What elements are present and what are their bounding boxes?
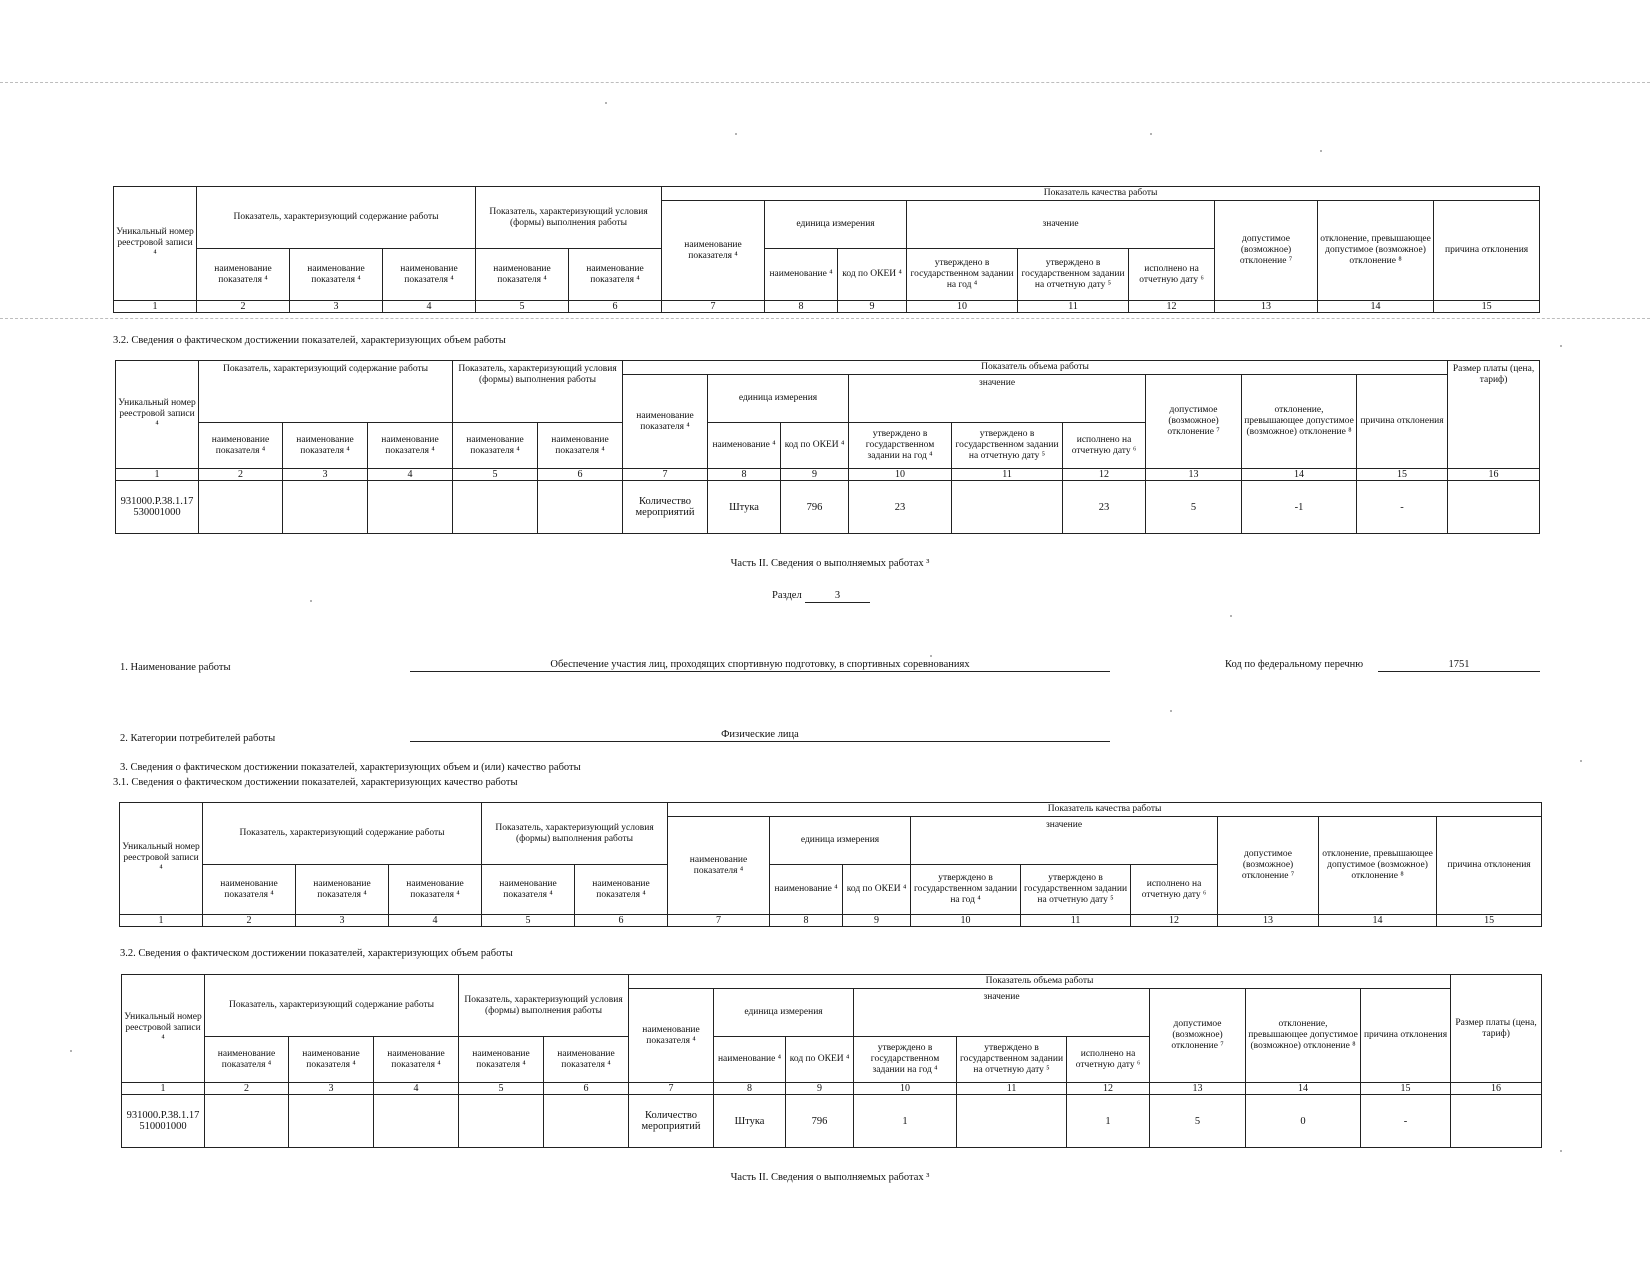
okei-header: код по ОКЕИ ⁴ bbox=[786, 1037, 854, 1083]
column-number: 8 bbox=[708, 469, 781, 481]
column-number: 8 bbox=[765, 301, 838, 313]
unit-name-header: наименование ⁴ bbox=[770, 865, 843, 915]
column-number: 1 bbox=[120, 915, 203, 927]
content-group-header: Показатель, характеризующий содержание работы bbox=[203, 803, 482, 865]
reg-number-cell: 931000.Р.38.1.17 530001000 bbox=[116, 481, 199, 534]
exceeding-header: отклонение, превышающее допустимое (возможное) отклонение ⁸ bbox=[1319, 817, 1437, 915]
allowed-header: допустимое (возможное) отклонение ⁷ bbox=[1218, 817, 1319, 915]
sub-indicator-header: наименование показателя ⁴ bbox=[199, 423, 283, 469]
indicator-cell: Количество мероприятий bbox=[629, 1095, 714, 1148]
column-number: 15 bbox=[1361, 1083, 1451, 1095]
scan-speck bbox=[1170, 710, 1172, 712]
scan-speck bbox=[735, 133, 737, 135]
consumers-underline bbox=[410, 741, 1110, 742]
executed-header: исполнено на отчетную дату ⁶ bbox=[1131, 865, 1218, 915]
column-number: 1 bbox=[116, 469, 199, 481]
sub-indicator-header: наименование показателя ⁴ bbox=[476, 249, 569, 301]
sub-indicator-header: наименование показателя ⁴ bbox=[290, 249, 383, 301]
scan-speck bbox=[605, 102, 607, 104]
column-number: 13 bbox=[1218, 915, 1319, 927]
executed-header: исполнено на отчетную дату ⁶ bbox=[1063, 423, 1146, 469]
content-group-header: Показатель, характеризующий содержание работы bbox=[205, 975, 459, 1037]
column-number: 7 bbox=[623, 469, 708, 481]
reason-header: причина отклонения bbox=[1434, 201, 1540, 301]
approved-date-header: утверждено в государственном задании на отчетную дату ⁵ bbox=[1021, 865, 1131, 915]
column-number: 4 bbox=[374, 1083, 459, 1095]
table-row bbox=[116, 481, 1540, 534]
sub-indicator-header: наименование показателя ⁴ bbox=[283, 423, 368, 469]
scan-speck bbox=[1560, 1150, 1562, 1152]
value-group-header: значение bbox=[849, 375, 1146, 423]
conditions-group-header: Показатель, характеризующий условия (формы) выполнения работы bbox=[459, 975, 629, 1037]
sub-indicator-header: наименование показателя ⁴ bbox=[453, 423, 538, 469]
exceeding-header: отклонение, превышающее допустимое (возможное) отклонение ⁸ bbox=[1318, 201, 1434, 301]
col-reg-header: Уникальный номер реестровой записи ⁴ bbox=[122, 975, 205, 1083]
quality-group-header: Показатель качества работы bbox=[668, 803, 1542, 817]
column-number: 9 bbox=[838, 301, 907, 313]
empty-cell bbox=[283, 481, 368, 534]
approved-year-cell: 23 bbox=[849, 481, 952, 534]
indicator-name-header: наименование показателя ⁴ bbox=[668, 817, 770, 915]
empty-cell bbox=[374, 1095, 459, 1148]
column-number: 13 bbox=[1150, 1083, 1246, 1095]
column-number: 11 bbox=[1018, 301, 1129, 313]
column-number: 16 bbox=[1448, 469, 1540, 481]
column-number: 8 bbox=[770, 915, 843, 927]
column-number: 14 bbox=[1318, 301, 1434, 313]
empty-cell bbox=[289, 1095, 374, 1148]
approved-date-header: утверждено в государственном задании на отчетную дату ⁵ bbox=[957, 1037, 1067, 1083]
unit-name-header: наименование ⁴ bbox=[708, 423, 781, 469]
empty-cell bbox=[199, 481, 283, 534]
scan-speck bbox=[1580, 760, 1582, 762]
section-number: 3 bbox=[834, 590, 841, 601]
unit-cell: Штука bbox=[708, 481, 781, 534]
reason-header: причина отклонения bbox=[1437, 817, 1542, 915]
sub-indicator-header: наименование показателя ⁴ bbox=[569, 249, 662, 301]
empty-cell bbox=[205, 1095, 289, 1148]
sub-indicator-header: наименование показателя ⁴ bbox=[374, 1037, 459, 1083]
executed-header: исполнено на отчетную дату ⁶ bbox=[1067, 1037, 1150, 1083]
consumers-label: 2. Категории потребителей работы bbox=[120, 733, 276, 744]
okei-header: код по ОКЕИ ⁴ bbox=[838, 249, 907, 301]
okei-cell: 796 bbox=[781, 481, 849, 534]
sub-indicator-header: наименование показателя ⁴ bbox=[296, 865, 389, 915]
sub-indicator-header: наименование показателя ⁴ bbox=[368, 423, 453, 469]
column-number: 13 bbox=[1146, 469, 1242, 481]
approved-year-cell: 1 bbox=[854, 1095, 957, 1148]
sub-indicator-header: наименование показателя ⁴ bbox=[197, 249, 290, 301]
column-number: 3 bbox=[283, 469, 368, 481]
reason-cell: - bbox=[1357, 481, 1448, 534]
conditions-group-header: Показатель, характеризующий условия (формы) выполнения работы bbox=[482, 803, 668, 865]
work-name-value: Обеспечение участия лиц, проходящих спортивную подготовку, в спортивных соревнованиях bbox=[550, 659, 970, 670]
value-group-header: значение bbox=[911, 817, 1218, 865]
work-name-label: 1. Наименование работы bbox=[120, 662, 231, 673]
unit-group-header: единица измерения bbox=[714, 989, 854, 1037]
col-reg-header: Уникальный номер реестровой записи ⁴ bbox=[116, 361, 199, 469]
fee-cell bbox=[1448, 481, 1540, 534]
approved-year-header: утверждено в государственном задании на год ⁴ bbox=[907, 249, 1018, 301]
column-number: 2 bbox=[197, 301, 290, 313]
scan-speck bbox=[1560, 345, 1562, 347]
scan-speck bbox=[310, 600, 312, 602]
column-number: 6 bbox=[544, 1083, 629, 1095]
scan-speck bbox=[1230, 615, 1232, 617]
approved-date-header: утверждено в государственном задании на отчетную дату ⁵ bbox=[1018, 249, 1129, 301]
executed-cell: 1 bbox=[1067, 1095, 1150, 1148]
sub-indicator-header: наименование показателя ⁴ bbox=[459, 1037, 544, 1083]
column-number: 2 bbox=[205, 1083, 289, 1095]
column-number: 10 bbox=[907, 301, 1018, 313]
section-label: Раздел bbox=[772, 590, 802, 601]
column-number: 2 bbox=[203, 915, 296, 927]
column-number: 7 bbox=[629, 1083, 714, 1095]
sub-indicator-header: наименование показателя ⁴ bbox=[289, 1037, 374, 1083]
column-number: 9 bbox=[843, 915, 911, 927]
empty-cell bbox=[459, 1095, 544, 1148]
approved-date-header: утверждено в государственном задании на отчетную дату ⁵ bbox=[952, 423, 1063, 469]
section-underline bbox=[805, 602, 870, 603]
exceeding-header: отклонение, превышающее допустимое (возможное) отклонение ⁸ bbox=[1242, 375, 1357, 469]
indicator-name-header: наименование показателя ⁴ bbox=[629, 989, 714, 1083]
sub-indicator-header: наименование показателя ⁴ bbox=[575, 865, 668, 915]
column-number: 3 bbox=[296, 915, 389, 927]
reason-cell: - bbox=[1361, 1095, 1451, 1148]
quality-group-header: Показатель качества работы bbox=[662, 187, 1540, 201]
column-number: 10 bbox=[854, 1083, 957, 1095]
part-2-caption-a: Часть II. Сведения о выполняемых работах ³ bbox=[730, 558, 930, 569]
quality-table-2 bbox=[119, 802, 1542, 927]
exceeding-cell: 0 bbox=[1246, 1095, 1361, 1148]
approved-year-header: утверждено в государственном задании на год ⁴ bbox=[849, 423, 952, 469]
column-number: 12 bbox=[1063, 469, 1146, 481]
unit-cell: Штука bbox=[714, 1095, 786, 1148]
content-group-header: Показатель, характеризующий содержание работы bbox=[197, 187, 476, 249]
allowed-cell: 5 bbox=[1146, 481, 1242, 534]
fed-code-underline bbox=[1378, 671, 1540, 672]
value-group-header: значение bbox=[854, 989, 1150, 1037]
fee-header: Размер платы (цена, тариф) bbox=[1451, 975, 1542, 1083]
scan-line-top bbox=[0, 82, 1650, 83]
column-number: 4 bbox=[389, 915, 482, 927]
fed-code-label: Код по федеральному перечню bbox=[1225, 659, 1364, 670]
sub-indicator-header: наименование показателя ⁴ bbox=[482, 865, 575, 915]
empty-cell bbox=[368, 481, 453, 534]
volume-table-2 bbox=[121, 974, 1542, 1148]
reg-number-cell: 931000.Р.38.1.17 510001000 bbox=[122, 1095, 205, 1148]
column-number: 14 bbox=[1242, 469, 1357, 481]
content-group-header: Показатель, характеризующий содержание работы bbox=[199, 361, 453, 423]
volume-group-header: Показатель объема работы bbox=[629, 975, 1451, 989]
sub-indicator-header: наименование показателя ⁴ bbox=[203, 865, 296, 915]
column-number: 3 bbox=[290, 301, 383, 313]
sub-indicator-header: наименование показателя ⁴ bbox=[538, 423, 623, 469]
fee-cell bbox=[1451, 1095, 1542, 1148]
sub-indicator-header: наименование показателя ⁴ bbox=[544, 1037, 629, 1083]
part-2-caption-b: Часть II. Сведения о выполняемых работах ³ bbox=[730, 1172, 930, 1183]
empty-cell bbox=[453, 481, 538, 534]
column-number: 4 bbox=[383, 301, 476, 313]
value-group-header: значение bbox=[907, 201, 1215, 249]
column-number: 8 bbox=[714, 1083, 786, 1095]
work-name-underline bbox=[410, 671, 1110, 672]
column-number: 4 bbox=[368, 469, 453, 481]
column-number: 7 bbox=[662, 301, 765, 313]
unit-group-header: единица измерения bbox=[708, 375, 849, 423]
empty-cell bbox=[538, 481, 623, 534]
column-number: 10 bbox=[849, 469, 952, 481]
unit-name-header: наименование ⁴ bbox=[714, 1037, 786, 1083]
column-number: 6 bbox=[538, 469, 623, 481]
column-number: 1 bbox=[122, 1083, 205, 1095]
executed-cell: 23 bbox=[1063, 481, 1146, 534]
volume-table-1 bbox=[115, 360, 1540, 534]
column-number: 11 bbox=[952, 469, 1063, 481]
indicator-name-header: наименование показателя ⁴ bbox=[623, 375, 708, 469]
column-number: 10 bbox=[911, 915, 1021, 927]
volume-group-header: Показатель объема работы bbox=[623, 361, 1448, 375]
approved-date-cell bbox=[957, 1095, 1067, 1148]
approved-year-header: утверждено в государственном задании на год ⁴ bbox=[854, 1037, 957, 1083]
scan-line-middle bbox=[0, 318, 1650, 319]
column-number: 13 bbox=[1215, 301, 1318, 313]
okei-header: код по ОКЕИ ⁴ bbox=[843, 865, 911, 915]
column-number: 9 bbox=[781, 469, 849, 481]
section-3-1-caption: 3.1. Сведения о фактическом достижении показателей, характеризующих качество работы bbox=[113, 777, 518, 788]
reason-header: причина отклонения bbox=[1357, 375, 1448, 469]
allowed-cell: 5 bbox=[1150, 1095, 1246, 1148]
column-number: 12 bbox=[1067, 1083, 1150, 1095]
col-reg-header: Уникальный номер реестровой записи ⁴ bbox=[114, 187, 197, 301]
fee-header: Размер платы (цена, тариф) bbox=[1448, 361, 1540, 469]
column-number: 16 bbox=[1451, 1083, 1542, 1095]
unit-name-header: наименование ⁴ bbox=[765, 249, 838, 301]
column-number: 11 bbox=[1021, 915, 1131, 927]
indicator-name-header: наименование показателя ⁴ bbox=[662, 201, 765, 301]
column-number: 3 bbox=[289, 1083, 374, 1095]
exceeding-cell: -1 bbox=[1242, 481, 1357, 534]
allowed-header: допустимое (возможное) отклонение ⁷ bbox=[1146, 375, 1242, 469]
allowed-header: допустимое (возможное) отклонение ⁷ bbox=[1215, 201, 1318, 301]
conditions-group-header: Показатель, характеризующий условия (формы) выполнения работы bbox=[476, 187, 662, 249]
unit-group-header: единица измерения bbox=[770, 817, 911, 865]
section-3-caption: 3. Сведения о фактическом достижении показателей, характеризующих объем и (или) качество работы bbox=[120, 762, 581, 773]
fed-code-value: 1751 bbox=[1448, 659, 1470, 670]
column-number: 5 bbox=[476, 301, 569, 313]
sub-indicator-header: наименование показателя ⁴ bbox=[383, 249, 476, 301]
okei-cell: 796 bbox=[786, 1095, 854, 1148]
column-number: 7 bbox=[668, 915, 770, 927]
table-row bbox=[122, 1095, 1542, 1148]
allowed-header: допустимое (возможное) отклонение ⁷ bbox=[1150, 989, 1246, 1083]
column-number: 9 bbox=[786, 1083, 854, 1095]
consumers-value: Физические лица bbox=[721, 729, 799, 740]
approved-date-cell bbox=[952, 481, 1063, 534]
indicator-cell: Количество мероприятий bbox=[623, 481, 708, 534]
column-number: 6 bbox=[569, 301, 662, 313]
unit-group-header: единица измерения bbox=[765, 201, 907, 249]
column-number: 14 bbox=[1246, 1083, 1361, 1095]
sub-indicator-header: наименование показателя ⁴ bbox=[389, 865, 482, 915]
executed-header: исполнено на отчетную дату ⁶ bbox=[1129, 249, 1215, 301]
column-number: 14 bbox=[1319, 915, 1437, 927]
scan-speck bbox=[1320, 150, 1322, 152]
section-3-2-caption: 3.2. Сведения о фактическом достижении показателей, характеризующих объем работы bbox=[113, 335, 506, 346]
empty-cell bbox=[544, 1095, 629, 1148]
quality-table-1 bbox=[113, 186, 1540, 313]
column-number: 5 bbox=[482, 915, 575, 927]
scan-speck bbox=[70, 1050, 72, 1052]
approved-year-header: утверждено в государственном задании на год ⁴ bbox=[911, 865, 1021, 915]
column-number: 12 bbox=[1129, 301, 1215, 313]
column-number: 1 bbox=[114, 301, 197, 313]
okei-header: код по ОКЕИ ⁴ bbox=[781, 423, 849, 469]
column-number: 5 bbox=[453, 469, 538, 481]
column-number: 2 bbox=[199, 469, 283, 481]
scan-speck bbox=[930, 655, 932, 657]
column-number: 15 bbox=[1437, 915, 1542, 927]
column-number: 15 bbox=[1434, 301, 1540, 313]
column-number: 12 bbox=[1131, 915, 1218, 927]
conditions-group-header: Показатель, характеризующий условия (формы) выполнения работы bbox=[453, 361, 623, 423]
reason-header: причина отклонения bbox=[1361, 989, 1451, 1083]
column-number: 6 bbox=[575, 915, 668, 927]
column-number: 11 bbox=[957, 1083, 1067, 1095]
exceeding-header: отклонение, превышающее допустимое (возможное) отклонение ⁸ bbox=[1246, 989, 1361, 1083]
col-reg-header: Уникальный номер реестровой записи ⁴ bbox=[120, 803, 203, 915]
column-number: 15 bbox=[1357, 469, 1448, 481]
column-number: 5 bbox=[459, 1083, 544, 1095]
section-3-2-caption-b: 3.2. Сведения о фактическом достижении показателей, характеризующих объем работы bbox=[120, 948, 513, 959]
scan-speck bbox=[1150, 133, 1152, 135]
sub-indicator-header: наименование показателя ⁴ bbox=[205, 1037, 289, 1083]
